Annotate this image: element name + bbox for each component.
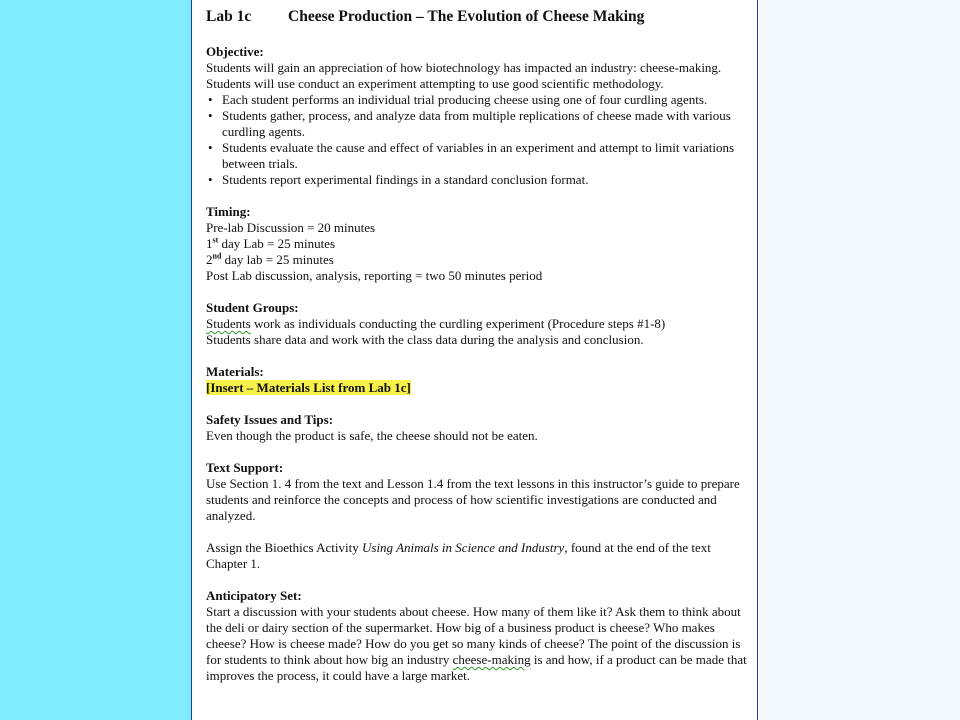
day1-text: day Lab = 25 minutes bbox=[218, 236, 336, 251]
day2-ordinal: nd bbox=[212, 251, 222, 261]
student-groups-section bbox=[206, 300, 747, 348]
bioethics-paragraph bbox=[206, 540, 747, 572]
materials-heading: Materials: bbox=[206, 364, 264, 379]
safety-heading: Safety Issues and Tips: bbox=[206, 412, 334, 427]
anticipatory-paragraph bbox=[206, 604, 747, 684]
day1-number: 1 bbox=[206, 236, 213, 251]
objective-heading: Objective: bbox=[206, 44, 264, 59]
day2-number: 2 bbox=[206, 252, 213, 267]
materials-section bbox=[206, 364, 747, 396]
anticipatory-section bbox=[206, 588, 747, 684]
list-item: • Each student performs an individual trial producing cheese using one of four curdling agents. bbox=[206, 92, 747, 108]
left-background-panel bbox=[0, 0, 191, 720]
timing-day1 bbox=[206, 236, 747, 252]
materials-insert-line bbox=[206, 380, 747, 396]
safety-text: Even though the product is safe, the cheese should not be eaten. bbox=[206, 428, 538, 443]
day2-text: day lab = 25 minutes bbox=[221, 252, 334, 267]
timing-prelab: Pre-lab Discussion = 20 minutes bbox=[206, 220, 376, 235]
student-groups-line bbox=[206, 316, 747, 332]
spellcheck-word: cheese-making bbox=[452, 652, 531, 667]
text-support-heading: Text Support: bbox=[206, 460, 284, 475]
safety-section bbox=[206, 412, 747, 444]
bioethics-text: Assign the Bioethics Activity bbox=[206, 540, 362, 555]
timing-section bbox=[206, 204, 747, 284]
materials-insert-highlight: [Insert – Materials List from Lab 1c] bbox=[206, 380, 411, 395]
objective-bullets bbox=[206, 92, 747, 188]
document-page bbox=[191, 0, 758, 720]
text-support-section bbox=[206, 460, 747, 572]
anticipatory-heading: Anticipatory Set: bbox=[206, 588, 302, 603]
list-item: • Students evaluate the cause and effect of variables in an experiment and attempt to limit variations between trials. bbox=[206, 140, 747, 172]
spellcheck-word: Students bbox=[206, 316, 251, 331]
student-groups-heading: Student Groups: bbox=[206, 300, 299, 315]
bioethics-activity-title: Using Animals in Science and Industry bbox=[362, 540, 565, 555]
right-background-panel bbox=[759, 0, 960, 720]
student-groups-line-text: work as individuals conducting the curdling experiment (Procedure steps #1-8) bbox=[250, 316, 666, 331]
student-groups-line: Students share data and work with the class data during the analysis and conclusion. bbox=[206, 332, 644, 347]
day1-ordinal: st bbox=[212, 235, 219, 245]
objective-line: Students will use conduct an experiment attempting to use good scientific methodology. bbox=[206, 76, 664, 91]
timing-postlab: Post Lab discussion, analysis, reporting = two 50 minutes period bbox=[206, 268, 543, 283]
objective-line: Students will gain an appreciation of how biotechnology has impacted an industry: cheese-making. bbox=[206, 60, 722, 75]
document-title bbox=[206, 8, 747, 26]
timing-day2 bbox=[206, 252, 747, 268]
list-item: • Students gather, process, and analyze data from multiple replications of cheese made with various curdling agents. bbox=[206, 108, 747, 140]
bioethics-text-end: , found at the end of the text Chapter 1. bbox=[206, 540, 711, 571]
anticipatory-text-end: is and how, if a product can be made that improves the process, it could have a large market. bbox=[206, 652, 747, 683]
timing-heading: Timing: bbox=[206, 204, 251, 219]
paragraph-gap bbox=[206, 524, 747, 540]
lab-number: Lab 1c bbox=[206, 8, 252, 25]
objective-section bbox=[206, 44, 747, 188]
anticipatory-text: Start a discussion with your students about cheese. How many of them like it? Ask them to think about the deli or dairy section of the supermarket. How big of a business product is cheese? Who makes cheese? How is cheese made? How do you get so many kinds of cheese? The point of the discussion is for students to think about how big an industry bbox=[206, 604, 741, 667]
lab-title: Cheese Production – The Evolution of Cheese Making bbox=[288, 8, 645, 25]
text-support-paragraph: Use Section 1. 4 from the text and Lesson 1.4 from the text lessons in this instructor’s guide to prepare students and reinforce the concepts and process of how scientific investigations are conducted and analyzed. bbox=[206, 476, 740, 523]
list-item: • Students report experimental findings in a standard conclusion format. bbox=[206, 172, 747, 188]
